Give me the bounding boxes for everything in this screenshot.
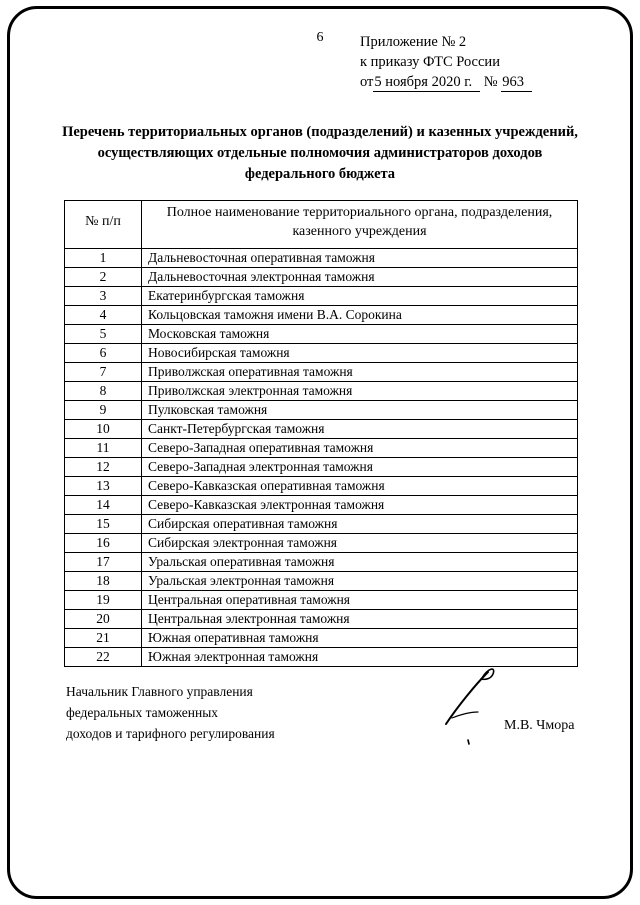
page-number: 6: [316, 30, 324, 45]
org-name-cell: Южная оперативная таможня: [142, 628, 578, 647]
org-name-cell: Центральная оперативная таможня: [142, 590, 578, 609]
row-number-cell: 1: [65, 248, 142, 267]
table-row: [65, 552, 578, 571]
appendix-number-label: №: [483, 74, 498, 90]
row-number-cell: 6: [65, 343, 142, 362]
org-name-cell: Московская таможня: [142, 324, 578, 343]
org-name-cell: Екатеринбургская таможня: [142, 286, 578, 305]
row-number-cell: 11: [65, 438, 142, 457]
table-row: [65, 533, 578, 552]
row-number-cell: 7: [65, 362, 142, 381]
row-number-cell: 18: [65, 571, 142, 590]
appendix-line-1: Приложение № 2: [360, 34, 467, 50]
row-number-cell: 14: [65, 495, 142, 514]
signature-stroke: [438, 662, 508, 752]
row-number-cell: 20: [65, 609, 142, 628]
table-row: [65, 343, 578, 362]
org-name-cell: Северо-Кавказская электронная таможня: [142, 495, 578, 514]
row-number-cell: 4: [65, 305, 142, 324]
table-row: [65, 362, 578, 381]
org-name-cell: Южная электронная таможня: [142, 647, 578, 666]
org-name-cell: Приволжская оперативная таможня: [142, 362, 578, 381]
row-number-cell: 13: [65, 476, 142, 495]
appendix-line-3: [360, 72, 532, 92]
org-name-cell: Северо-Кавказская оперативная таможня: [142, 476, 578, 495]
org-name-cell: Пулковская таможня: [142, 400, 578, 419]
org-name-cell: Сибирская электронная таможня: [142, 533, 578, 552]
table-row: [65, 286, 578, 305]
row-number-cell: 9: [65, 400, 142, 419]
appendix-number: 963: [501, 74, 532, 92]
org-name-cell: Северо-Западная оперативная таможня: [142, 438, 578, 457]
row-number-cell: 3: [65, 286, 142, 305]
table-row: [65, 457, 578, 476]
row-number-cell: 15: [65, 514, 142, 533]
row-number-cell: 21: [65, 628, 142, 647]
table-row: [65, 590, 578, 609]
org-name-cell: Дальневосточная оперативная таможня: [142, 248, 578, 267]
org-name-cell: Дальневосточная электронная таможня: [142, 267, 578, 286]
row-number-cell: 10: [65, 419, 142, 438]
table-row: [65, 400, 578, 419]
signer-title-line-2: федеральных таможенных: [66, 704, 219, 720]
table-header-row: [65, 201, 578, 249]
table-row: [65, 419, 578, 438]
table-row: [65, 476, 578, 495]
signer-name: М.В. Чмора: [504, 718, 575, 733]
org-name-cell: Новосибирская таможня: [142, 343, 578, 362]
table-row: [65, 571, 578, 590]
row-number-cell: 19: [65, 590, 142, 609]
org-name-cell: Сибирская оперативная таможня: [142, 514, 578, 533]
org-name-cell: Уральская электронная таможня: [142, 571, 578, 590]
appendix-line-2: к приказу ФТС России: [360, 54, 500, 70]
appendix-block: [360, 32, 532, 92]
signer-title-line-3: доходов и тарифного регулирования: [66, 725, 275, 741]
appendix-date: 5 ноября 2020 г.: [373, 74, 480, 92]
org-name-cell: Санкт-Петербургская таможня: [142, 419, 578, 438]
row-number-cell: 12: [65, 457, 142, 476]
row-number-cell: 8: [65, 381, 142, 400]
table-row: [65, 267, 578, 286]
org-name-cell: Северо-Западная электронная таможня: [142, 457, 578, 476]
row-number-cell: 16: [65, 533, 142, 552]
row-number-cell: 22: [65, 647, 142, 666]
row-number-cell: 17: [65, 552, 142, 571]
appendix-date-prefix: от: [360, 74, 374, 90]
col-header-number: № п/п: [65, 201, 142, 249]
org-name-cell: Уральская оперативная таможня: [142, 552, 578, 571]
table-body: [65, 248, 578, 666]
org-name-cell: Центральная электронная таможня: [142, 609, 578, 628]
registry-table: [64, 200, 578, 667]
table-row: [65, 609, 578, 628]
row-number-cell: 2: [65, 267, 142, 286]
org-name-cell: Кольцовская таможня имени В.А. Сорокина: [142, 305, 578, 324]
org-name-cell: Приволжская электронная таможня: [142, 381, 578, 400]
row-number-cell: 5: [65, 324, 142, 343]
signer-title-line-1: Начальник Главного управления: [66, 684, 253, 699]
table-row: [65, 628, 578, 647]
col-header-name: Полное наименование территориального органа, подразделения, казенного учреждения: [142, 201, 578, 249]
table-row: [65, 514, 578, 533]
table-row: [65, 324, 578, 343]
table-row: [65, 438, 578, 457]
table-row: [65, 381, 578, 400]
table-row: [65, 495, 578, 514]
document-title: Перечень территориальных органов (подразделений) и казенных учреждений, осуществляющих отдельные полномочия администраторов доходов федерального бюджета: [62, 124, 578, 183]
table-row: [65, 248, 578, 267]
signature-block: [66, 682, 275, 745]
table-row: [65, 305, 578, 324]
